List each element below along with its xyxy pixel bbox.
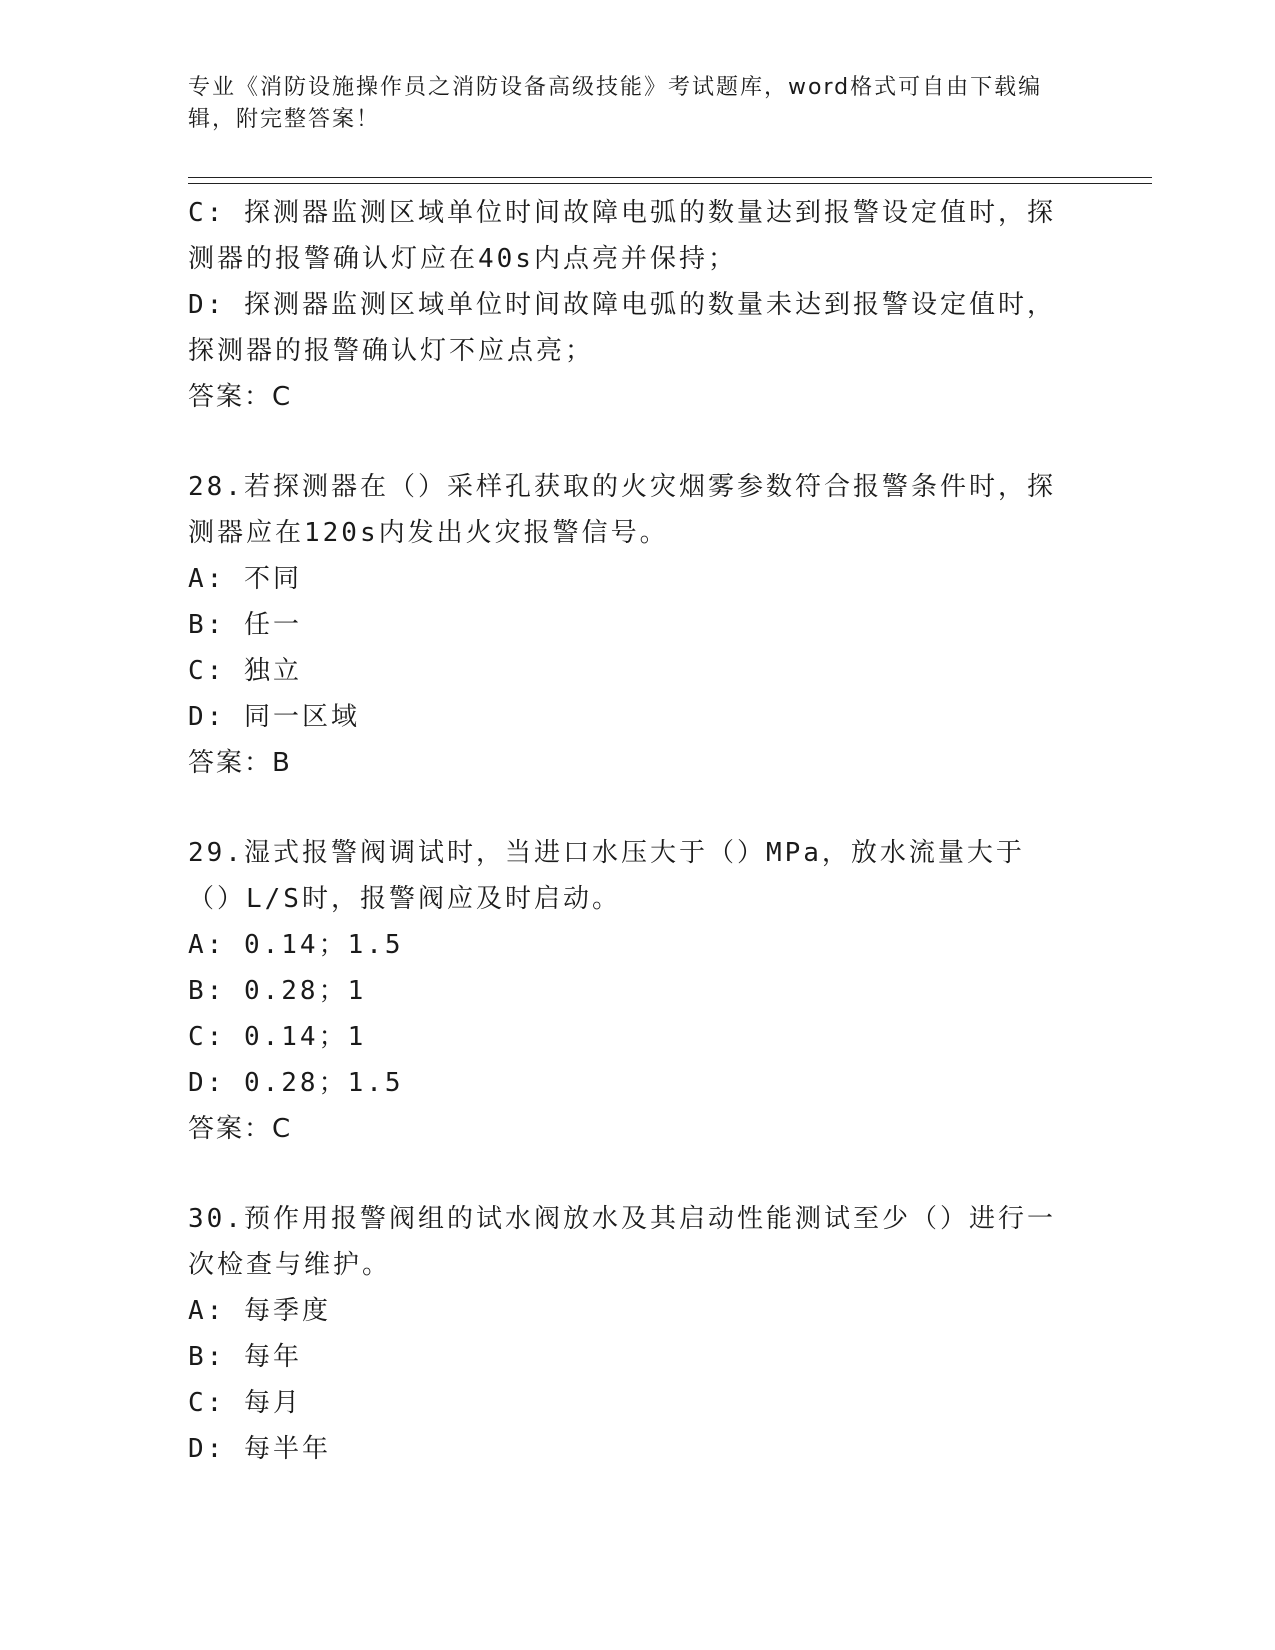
option-b: B: 任一 [188, 610, 302, 640]
question-list [188, 190, 1088, 1472]
question-29 [188, 830, 1088, 1152]
answer-line: 答案：C [188, 382, 293, 412]
option-c: C: 每月 [188, 1388, 302, 1418]
header-rule-bottom [188, 183, 1152, 184]
document-header: 专业《消防设施操作员之消防设备高级技能》考试题库，word格式可自由下载编辑，附完整答案！ [188, 75, 1043, 132]
option-d: D: 0.28；1.5 [188, 1068, 404, 1098]
option-d: D: 同一区域 [188, 702, 360, 732]
option-a: A: 不同 [188, 564, 302, 594]
option-c: C: 独立 [188, 656, 302, 686]
question-stem: 29.湿式报警阀调试时，当进口水压大于（）MPa，放水流量大于（）L/S时，报警阀应及时启动。 [188, 838, 1025, 914]
question-stem: 30.预作用报警阀组的试水阀放水及其启动性能测试至少（）进行一次检查与维护。 [188, 1204, 1056, 1280]
option-c: C: 探测器监测区域单位时间故障电弧的数量达到报警设定值时，探测器的报警确认灯应在40s内点亮并保持； [188, 198, 1056, 274]
option-c: C: 0.14；1 [188, 1022, 367, 1052]
question-stem: 28.若探测器在（）采样孔获取的火灾烟雾参数符合报警条件时，探测器应在120s内发出火灾报警信号。 [188, 472, 1056, 548]
option-b: B: 0.28；1 [188, 976, 367, 1006]
option-b: B: 每年 [188, 1342, 302, 1372]
header-rule-top [188, 177, 1152, 178]
answer-line: 答案：B [188, 748, 292, 778]
option-d: D: 探测器监测区域单位时间故障电弧的数量未达到报警设定值时，探测器的报警确认灯不应点亮； [188, 290, 1056, 366]
option-a: A: 0.14；1.5 [188, 930, 404, 960]
question-28 [188, 464, 1088, 786]
option-a: A: 每季度 [188, 1296, 331, 1326]
answer-line: 答案：C [188, 1114, 293, 1144]
option-d: D: 每半年 [188, 1434, 331, 1464]
question-30 [188, 1196, 1088, 1472]
prev-question-block [188, 190, 1088, 420]
